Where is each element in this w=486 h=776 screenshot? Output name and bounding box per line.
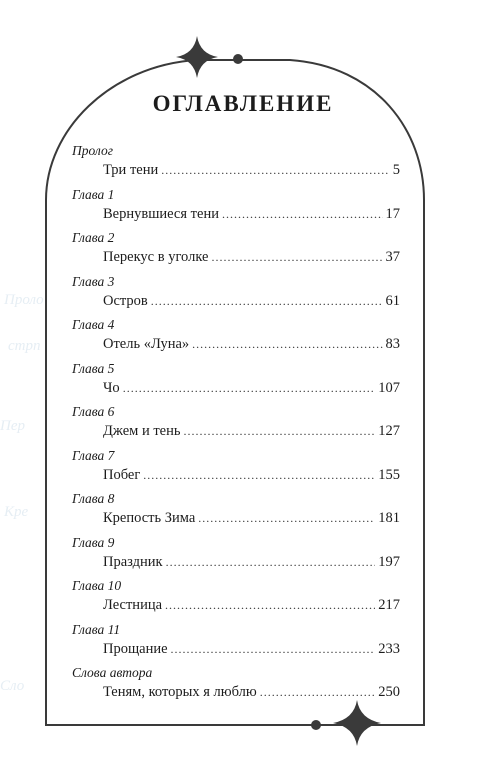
toc-entry: [72, 664, 400, 708]
chapter-title: Три тени: [103, 162, 159, 178]
dot-leader: [143, 465, 375, 485]
chapter-title: Теням, которых я люблю: [103, 684, 257, 700]
chapter-label: Глава 1: [72, 186, 115, 202]
chapter-title: Побег: [103, 466, 141, 483]
toc-line: [103, 334, 400, 354]
toc-entry: [72, 360, 400, 404]
toc-entry: [72, 142, 400, 186]
chapter-label: Глава 2: [72, 230, 115, 245]
page-number: 37: [385, 249, 400, 265]
toc-entry: [72, 273, 400, 317]
page-number: 250: [378, 684, 400, 700]
dot-leader: [260, 682, 376, 702]
chapter-label: Глава 11: [72, 621, 121, 637]
toc-entry: [72, 447, 400, 491]
bleed-through-text: Кре: [4, 504, 29, 520]
chapter-label: Глава 3: [72, 273, 115, 289]
page-number: 181: [378, 510, 400, 526]
bleed-through-text: Проло: [4, 292, 44, 308]
sparkle-star-icon: [176, 36, 243, 78]
dot-leader: [165, 595, 375, 615]
chapter-label: Глава 4: [72, 317, 115, 332]
dot-leader: [166, 552, 376, 572]
chapter-title: Вернувшиеся тени: [103, 205, 219, 222]
page-number: 155: [378, 466, 400, 483]
chapter-label: Глава 8: [72, 491, 115, 506]
toc-entry: [72, 186, 400, 230]
toc-line: [103, 465, 400, 485]
chapter-title: Джем и тень: [103, 423, 181, 439]
toc-line: [103, 247, 400, 267]
chapter-title: Праздник: [103, 553, 163, 570]
toc-line: [103, 160, 400, 180]
chapter-title: Перекус в уголке: [103, 249, 209, 265]
page-number: 217: [378, 597, 400, 613]
toc-line: [103, 508, 400, 528]
dot-leader: [183, 421, 375, 441]
chapter-title: Лестница: [103, 597, 163, 613]
toc-line: [103, 639, 400, 659]
dot-leader: [222, 204, 383, 224]
toc-entry: [72, 577, 400, 621]
chapter-title: Крепость Зима: [103, 510, 196, 526]
chapter-label: Слова автора: [72, 665, 153, 680]
page-number: 233: [378, 640, 400, 657]
chapter-label: Глава 5: [72, 360, 115, 376]
toc-line: [103, 682, 400, 702]
page-number: 83: [385, 336, 400, 352]
toc-entry: [72, 534, 400, 578]
chapter-title: Остров: [103, 292, 148, 309]
toc-line: [103, 204, 400, 224]
chapter-label: Глава 10: [72, 578, 122, 593]
dot-leader: [171, 639, 376, 659]
page-title: ОГЛАВЛЕНИЕ: [152, 91, 334, 116]
toc-line: [103, 595, 400, 615]
page-number: 107: [378, 379, 400, 396]
bleed-through-text: Сло: [0, 678, 25, 694]
toc-entry: [72, 403, 400, 447]
bleed-through-text: стрп: [8, 338, 41, 354]
chapter-title: Прощание: [103, 640, 168, 657]
toc-entry: [72, 229, 400, 273]
dot-leader: [123, 378, 376, 398]
page-number: 61: [385, 292, 400, 309]
toc-entry: [72, 490, 400, 534]
toc-line: [103, 291, 400, 311]
toc-entry: [72, 316, 400, 360]
page-number: 197: [378, 553, 400, 570]
dot-leader: [192, 334, 382, 354]
bleed-through-text: Пер: [0, 418, 25, 434]
toc-line: [103, 421, 400, 441]
page-number: 5: [392, 162, 400, 178]
dot-leader: [161, 160, 390, 180]
dot-leader: [198, 508, 375, 528]
toc-entry: [72, 621, 400, 665]
dot-leader: [151, 291, 383, 311]
page-number: 127: [378, 423, 400, 439]
toc-line: [103, 552, 400, 572]
table-of-contents: [72, 142, 400, 708]
dot-leader: [211, 247, 382, 267]
chapter-title: Отель «Луна»: [103, 336, 190, 352]
chapter-label: Глава 6: [72, 404, 115, 419]
chapter-label: Пролог: [72, 143, 113, 158]
chapter-label: Глава 9: [72, 534, 115, 550]
toc-line: [103, 378, 400, 398]
chapter-title: Чо: [103, 379, 120, 396]
page-number: 17: [385, 205, 400, 222]
chapter-label: Глава 7: [72, 447, 115, 463]
